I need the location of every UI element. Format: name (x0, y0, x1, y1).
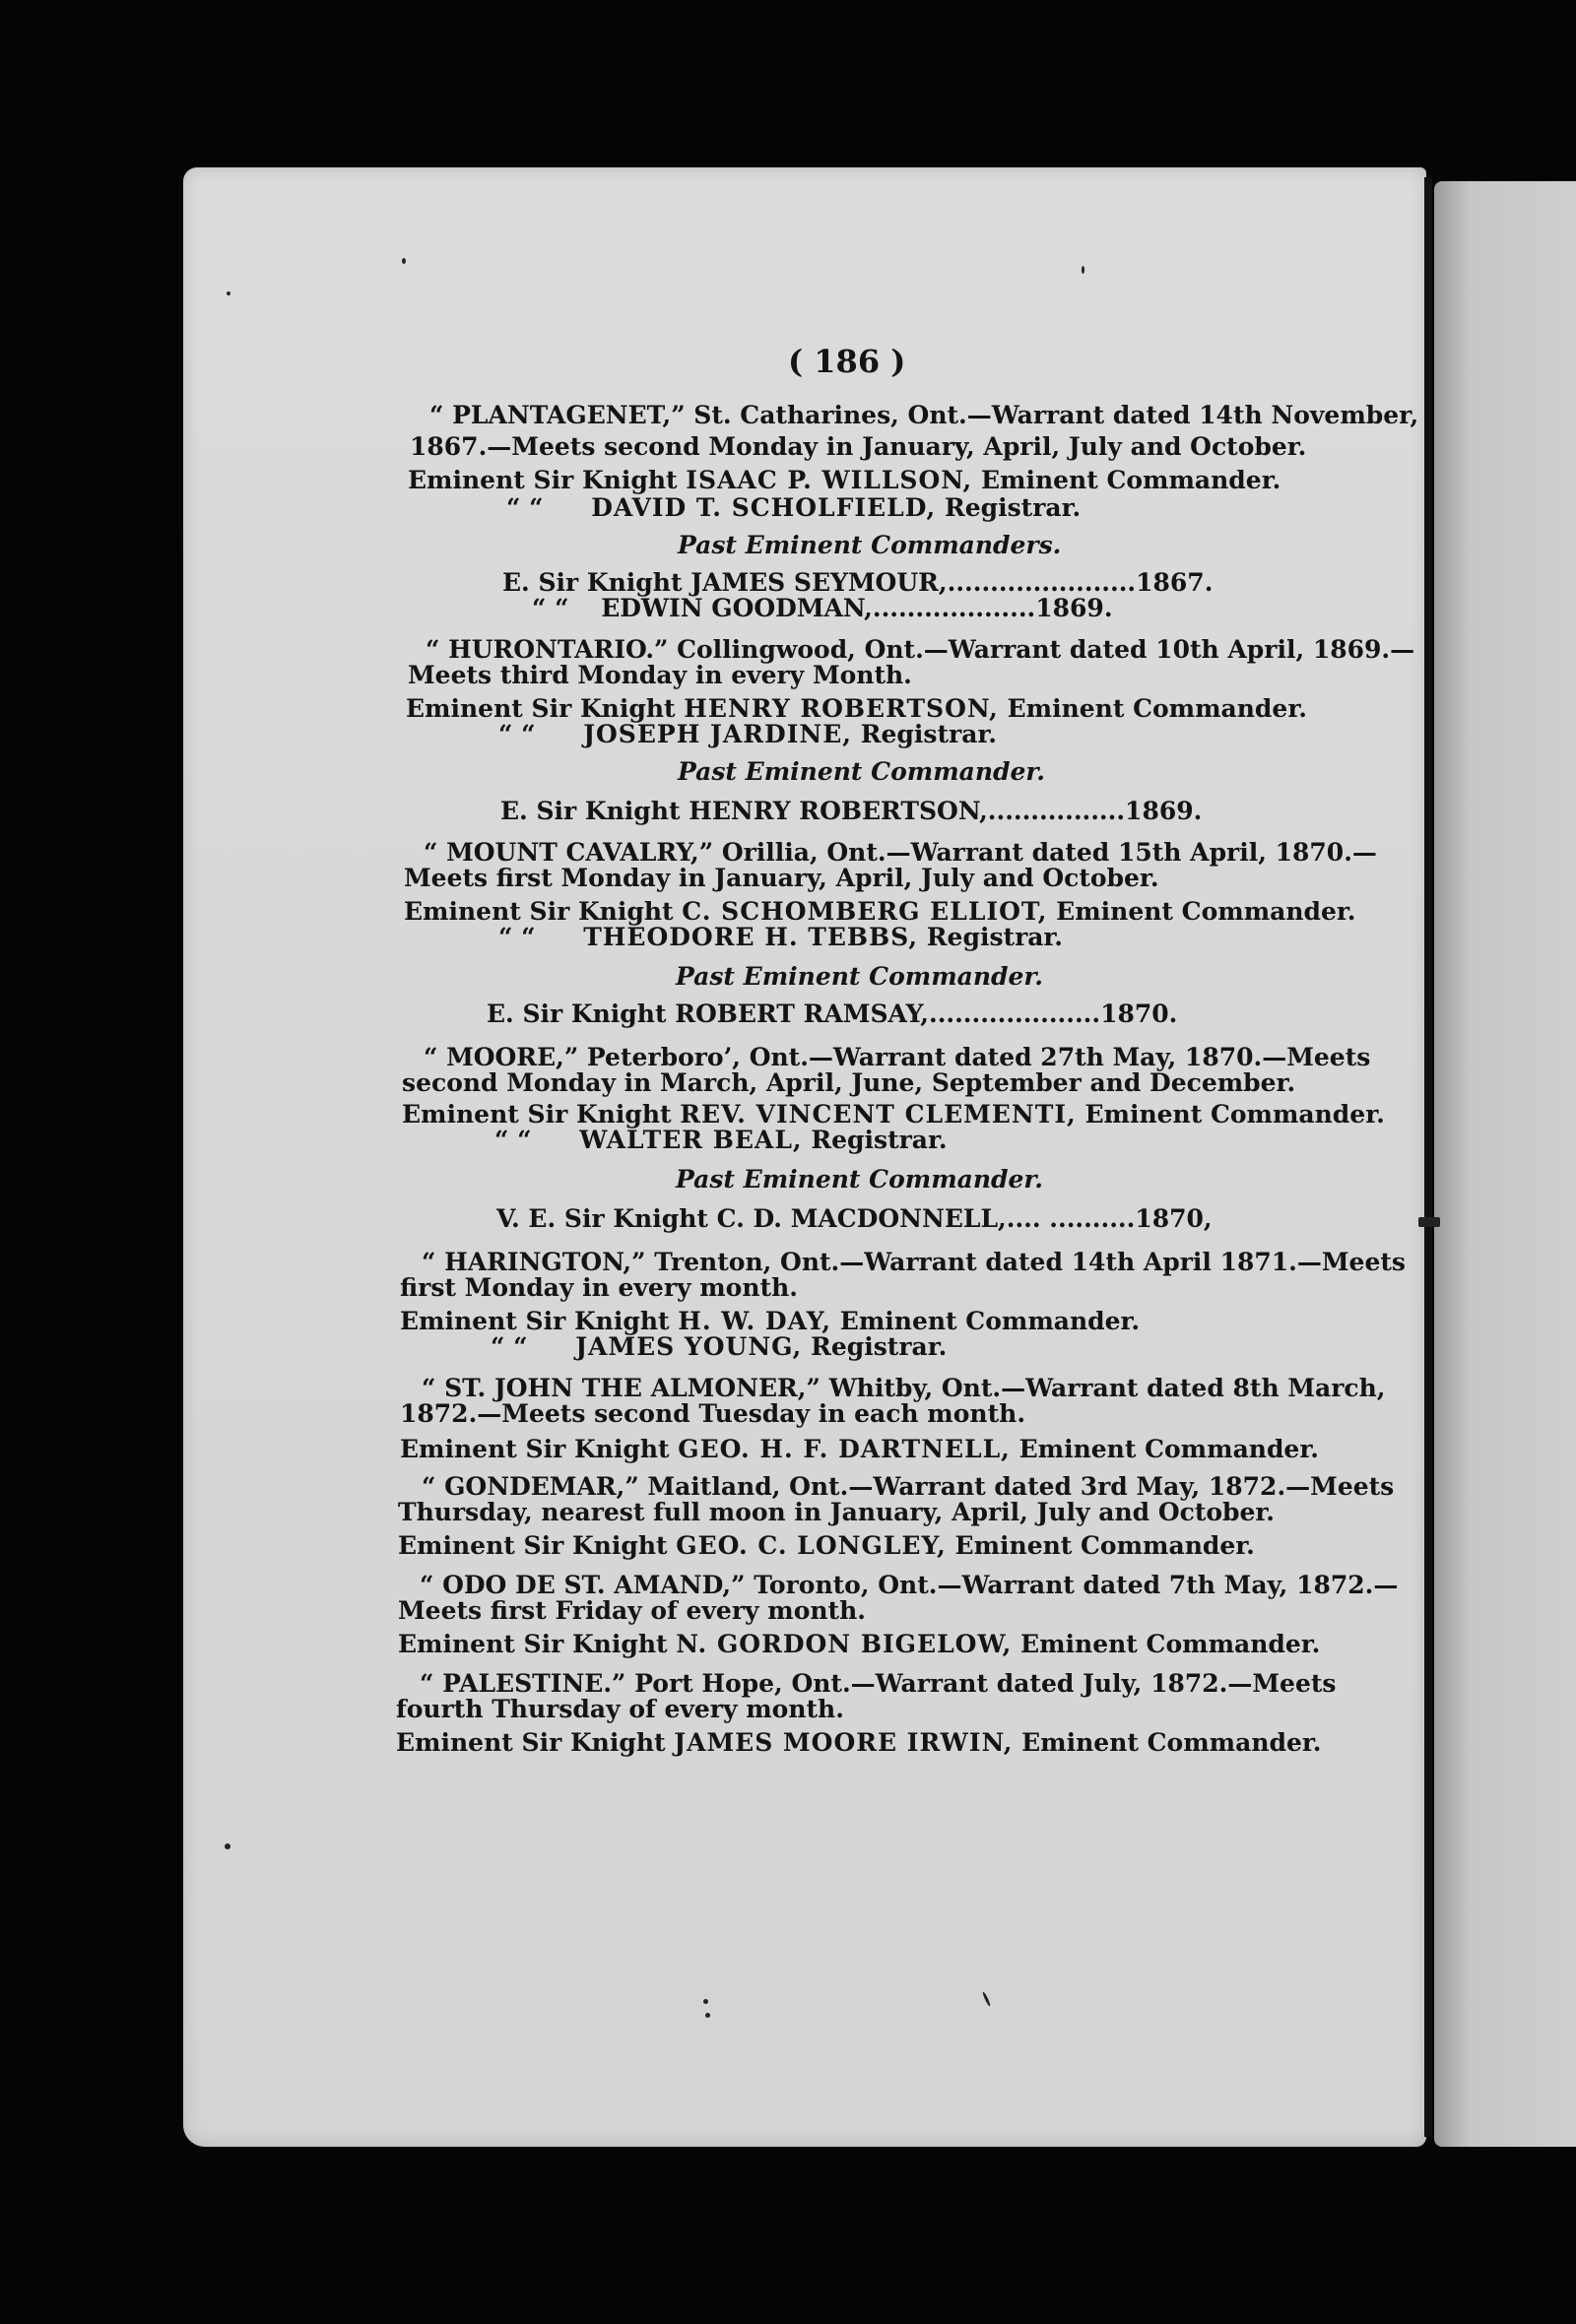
officer-prefix: Eminent Sir Knight (406, 694, 676, 723)
officer-row (506, 494, 1081, 522)
officer-prefix: “ “ (498, 923, 536, 951)
adjacent-page (1434, 181, 1576, 2147)
paper-speck (225, 1843, 230, 1849)
page-tab-mark (1418, 1217, 1440, 1227)
entry-harington-line-1: “ HARINGTON,” Trenton, Ont.—Warrant dated 14th April 1871.—Meets (422, 1248, 1406, 1276)
officer-row (400, 1308, 1140, 1335)
officer-row (404, 898, 1356, 926)
officer-prefix: Eminent Sir Knight (398, 1531, 668, 1560)
officer-role: Eminent Commander. (839, 1307, 1141, 1335)
officer-row (398, 1532, 1255, 1560)
paper-speck (1082, 266, 1084, 274)
entry-moore-line-2: second Monday in March, April, June, September and December. (402, 1068, 1296, 1097)
past-year: 1869. (1035, 594, 1113, 622)
past-prefix: V. E. Sir Knight (496, 1204, 708, 1233)
officer-prefix: Eminent Sir Knight (400, 1307, 670, 1335)
officer-prefix: Eminent Sir Knight (398, 1630, 668, 1658)
officer-row (408, 467, 1280, 494)
past-prefix: E. Sir Knight (500, 797, 681, 825)
officer-name: GEO. H. F. DARTNELL, (678, 1435, 1011, 1463)
officer-prefix: Eminent Sir Knight (404, 897, 674, 926)
officer-role: Eminent Commander. (1084, 1100, 1385, 1129)
past-name: ROBERT RAMSAY, (675, 1000, 929, 1028)
past-name: EDWIN GOODMAN, (601, 594, 873, 622)
officer-row (396, 1729, 1321, 1757)
paper-speck (705, 2013, 710, 2018)
entry-hurontario-line-1: “ HURONTARIO.” Collingwood, Ont.—Warrant dated 10th April, 1869.— (426, 635, 1415, 664)
entry-palestine-line-1: “ PALESTINE.” Port Hope, Ont.—Warrant dated July, 1872.—Meets (420, 1669, 1337, 1698)
past-prefix: E. Sir Knight (502, 568, 683, 597)
officer-row (498, 721, 997, 748)
past-dots: .... .......... (1006, 1204, 1136, 1233)
officer-name: JAMES YOUNG, (575, 1332, 803, 1361)
officer-role: Registrar. (811, 1332, 948, 1361)
entry-mount-cavalry-line-2: Meets first Monday in January, April, July and October. (404, 864, 1159, 892)
book-page (183, 167, 1426, 2147)
entry-st-john-line-1: “ ST. JOHN THE ALMONER,” Whitby, Ont.—Warrant dated 8th March, (422, 1374, 1386, 1402)
officer-name: HENRY ROBERTSON, (684, 694, 999, 723)
officer-prefix: Eminent Sir Knight (400, 1435, 670, 1463)
book-spine (1424, 177, 1432, 2137)
officer-row (406, 695, 1307, 723)
officer-role: Eminent Commander. (1021, 1728, 1322, 1757)
officer-row (398, 1631, 1320, 1658)
past-dots: .................... (928, 1000, 1101, 1028)
entry-odo-line-2: Meets first Friday of every month. (398, 1596, 866, 1625)
entry-mount-cavalry-line-1: “ MOUNT CAVALRY,” Orillia, Ont.—Warrant dated 15th April, 1870.— (424, 838, 1377, 867)
officer-role: Eminent Commander. (1018, 1435, 1319, 1463)
entry-hurontario-line-2: Meets third Monday in every Month. (408, 661, 912, 689)
officer-row (402, 1101, 1385, 1129)
past-row (496, 1205, 1213, 1233)
entry-gondemar-line-1: “ GONDEMAR,” Maitland, Ont.—Warrant dated 3rd May, 1872.—Meets (422, 1472, 1395, 1501)
officer-role: Eminent Commander. (954, 1531, 1255, 1560)
officer-role: Eminent Commander. (980, 466, 1281, 494)
past-year: 1869. (1125, 797, 1203, 825)
entry-moore-line-1: “ MOORE,” Peterboro’, Ont.—Warrant dated 27th May, 1870.—Meets (424, 1043, 1371, 1071)
past-year: 1870, (1135, 1204, 1213, 1233)
entry-plantagenet-line-1: “ PLANTAGENET,” St. Catharines, Ont.—Warrant dated 14th November, (429, 401, 1419, 429)
past-heading: Past Eminent Commander. (678, 757, 1045, 786)
past-name: C. D. MACDONNELL, (716, 1204, 1007, 1233)
page-number: ( 186 ) (788, 343, 906, 380)
officer-prefix: Eminent Sir Knight (396, 1728, 666, 1757)
paper-speck (227, 291, 230, 295)
officer-name: GEO. C. LONGLEY, (676, 1531, 947, 1560)
past-dots: ...................... (947, 568, 1137, 597)
past-dots: ................ (987, 797, 1126, 825)
past-prefix: “ “ (532, 594, 569, 622)
entry-odo-line-1: “ ODO DE ST. AMAND,” Toronto, Ont.—Warrant dated 7th May, 1872.— (420, 1571, 1399, 1599)
officer-prefix: “ “ (494, 1126, 532, 1154)
officer-prefix: “ “ (506, 493, 544, 522)
past-year: 1867. (1136, 568, 1214, 597)
officer-prefix: “ “ (491, 1332, 528, 1361)
paper-speck (402, 258, 406, 264)
officer-role: Eminent Commander. (1020, 1630, 1321, 1658)
past-prefix: E. Sir Knight (487, 1000, 667, 1028)
officer-row (498, 924, 1063, 951)
past-name: JAMES SEYMOUR, (690, 568, 948, 597)
past-heading: Past Eminent Commander. (676, 1165, 1043, 1194)
officer-row (400, 1436, 1319, 1463)
past-row (532, 595, 1113, 622)
officer-name: REV. VINCENT CLEMENTI, (680, 1100, 1077, 1129)
past-heading: Past Eminent Commander. (676, 962, 1043, 991)
officer-role: Registrar. (926, 923, 1064, 951)
officer-role: Eminent Commander. (1007, 694, 1307, 723)
officer-row (494, 1127, 948, 1154)
officer-name: ISAAC P. WILLSON, (686, 466, 973, 494)
officer-name: C. SCHOMBERG ELLIOT, (682, 897, 1048, 926)
past-row (502, 569, 1213, 597)
past-row (487, 1001, 1177, 1028)
officer-name: JAMES MOORE IRWIN, (674, 1728, 1014, 1757)
past-heading: Past Eminent Commanders. (678, 531, 1062, 559)
officer-prefix: “ “ (498, 720, 536, 748)
entry-gondemar-line-2: Thursday, nearest full moon in January, April, July and October. (398, 1498, 1276, 1526)
officer-prefix: Eminent Sir Knight (402, 1100, 672, 1129)
entry-plantagenet-line-2: 1867.—Meets second Monday in January, April, July and October. (410, 432, 1307, 461)
past-row (500, 798, 1202, 825)
officer-name: WALTER BEAL, (579, 1126, 803, 1154)
entry-st-john-line-2: 1872.—Meets second Tuesday in each month. (400, 1399, 1026, 1428)
officer-row (491, 1333, 947, 1361)
officer-name: DAVID T. SCHOLFIELD, (591, 493, 937, 522)
entry-palestine-line-2: fourth Thursday of every month. (396, 1695, 844, 1723)
officer-role: Registrar. (944, 493, 1082, 522)
officer-role: Registrar. (811, 1126, 948, 1154)
entry-harington-line-2: first Monday in every month. (400, 1273, 798, 1302)
officer-role: Eminent Commander. (1056, 897, 1356, 926)
officer-name: JOSEPH JARDINE, (583, 720, 853, 748)
past-dots: ................... (872, 594, 1036, 622)
officer-name: THEODORE H. TEBBS, (583, 923, 919, 951)
officer-prefix: Eminent Sir Knight (408, 466, 678, 494)
paper-speck (703, 1999, 708, 2004)
officer-role: Registrar. (860, 720, 997, 748)
officer-name: H. W. DAY, (678, 1307, 832, 1335)
officer-name: N. GORDON BIGELOW, (676, 1630, 1013, 1658)
past-year: 1870. (1100, 1000, 1178, 1028)
past-name: HENRY ROBERTSON, (689, 797, 988, 825)
